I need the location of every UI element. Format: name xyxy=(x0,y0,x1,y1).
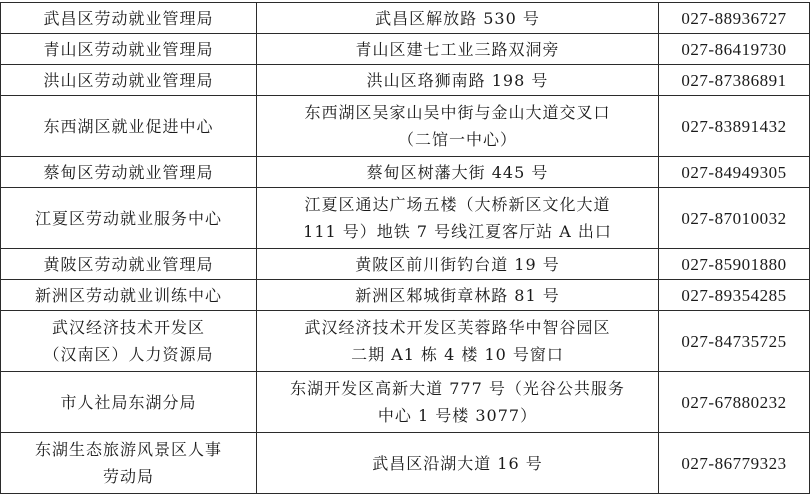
office-address-cell xyxy=(257,188,659,249)
office-name-line: （汉南区）人力资源局 xyxy=(43,345,214,364)
office-address-cell xyxy=(257,280,659,311)
office-address-line: 武汉经济技术开发区芙蓉路华中智谷园区 xyxy=(304,318,611,337)
office-address: 武昌区解放路 530 号 xyxy=(375,8,540,28)
office-address: 新洲区邾城街章林路 81 号 xyxy=(355,285,560,305)
office-address-line: （二馆一中心） xyxy=(397,130,517,149)
office-address-cell xyxy=(257,249,659,280)
office-name: 蔡甸区劳动就业管理局 xyxy=(43,162,214,182)
office-name: 武昌区劳动就业管理局 xyxy=(43,8,214,28)
office-name-line: 劳动局 xyxy=(102,467,154,486)
office-address: 蔡甸区树藩大街 445 号 xyxy=(366,162,549,182)
table-row xyxy=(1,3,810,34)
office-address-line: 东湖开发区高新大道 777 号（光谷公共服务 xyxy=(290,379,625,398)
office-address-line: 中心 1 号楼 3077） xyxy=(377,406,538,425)
office-name: 洪山区劳动就业管理局 xyxy=(43,70,214,90)
table-row xyxy=(1,372,810,433)
office-phone: 027-88936727 xyxy=(659,3,810,34)
office-name-cell xyxy=(1,433,257,494)
office-name-cell xyxy=(1,34,257,65)
office-name: 江夏区劳动就业服务中心 xyxy=(34,208,222,228)
office-address-cell xyxy=(257,157,659,188)
office-name-line: 东湖生态旅游风景区人事 xyxy=(34,440,222,459)
office-address-cell xyxy=(257,34,659,65)
office-name: 市人社局东湖分局 xyxy=(60,392,197,412)
office-phone: 027-85901880 xyxy=(659,249,810,280)
office-name: 青山区劳动就业管理局 xyxy=(43,39,214,59)
office-address-line: 江夏区通达广场五楼（大桥新区文化大道 xyxy=(304,195,611,214)
office-name-cell xyxy=(1,188,257,249)
table-body xyxy=(1,3,810,494)
office-address-cell xyxy=(257,3,659,34)
office-name-cell xyxy=(1,157,257,188)
office-phone: 027-86419730 xyxy=(659,34,810,65)
employment-office-table xyxy=(0,2,810,494)
office-address-line: 二期 A1 栋 4 楼 10 号窗口 xyxy=(351,345,564,364)
office-address-cell xyxy=(257,372,659,433)
office-name-cell xyxy=(1,3,257,34)
office-phone: 027-84735725 xyxy=(659,311,810,372)
table-row xyxy=(1,65,810,96)
office-phone: 027-86779323 xyxy=(659,433,810,494)
office-name-cell xyxy=(1,311,257,372)
office-address: 洪山区珞狮南路 198 号 xyxy=(366,70,549,90)
office-phone: 027-89354285 xyxy=(659,280,810,311)
office-name-cell xyxy=(1,372,257,433)
table-row xyxy=(1,433,810,494)
office-address-line: 111 号）地铁 7 号线江夏客厅站 A 出口 xyxy=(303,222,612,241)
office-address: 武昌区沿湖大道 16 号 xyxy=(372,453,543,473)
office-address-cell xyxy=(257,96,659,157)
office-name-cell xyxy=(1,249,257,280)
table-row xyxy=(1,96,810,157)
table-row xyxy=(1,157,810,188)
office-phone: 027-87010032 xyxy=(659,188,810,249)
office-name-cell xyxy=(1,65,257,96)
office-phone: 027-84949305 xyxy=(659,157,810,188)
office-phone: 027-87386891 xyxy=(659,65,810,96)
table-row xyxy=(1,34,810,65)
office-address-cell xyxy=(257,311,659,372)
office-address-line: 东西湖区吴家山吴中街与金山大道交叉口 xyxy=(304,103,611,122)
office-name-cell xyxy=(1,280,257,311)
table-row xyxy=(1,249,810,280)
table-row xyxy=(1,311,810,372)
office-address: 青山区建七工业三路双洞旁 xyxy=(355,39,560,59)
office-name-line: 武汉经济技术开发区 xyxy=(51,318,205,337)
table-row xyxy=(1,280,810,311)
office-address: 黄陂区前川街钓台道 19 号 xyxy=(355,254,560,274)
office-name: 黄陂区劳动就业管理局 xyxy=(43,254,214,274)
office-phone: 027-83891432 xyxy=(659,96,810,157)
office-address-cell xyxy=(257,65,659,96)
office-name: 东西湖区就业促进中心 xyxy=(43,116,214,136)
office-phone: 027-67880232 xyxy=(659,372,810,433)
office-name: 新洲区劳动就业训练中心 xyxy=(34,285,222,305)
office-name-cell xyxy=(1,96,257,157)
table-row xyxy=(1,188,810,249)
office-address-cell xyxy=(257,433,659,494)
